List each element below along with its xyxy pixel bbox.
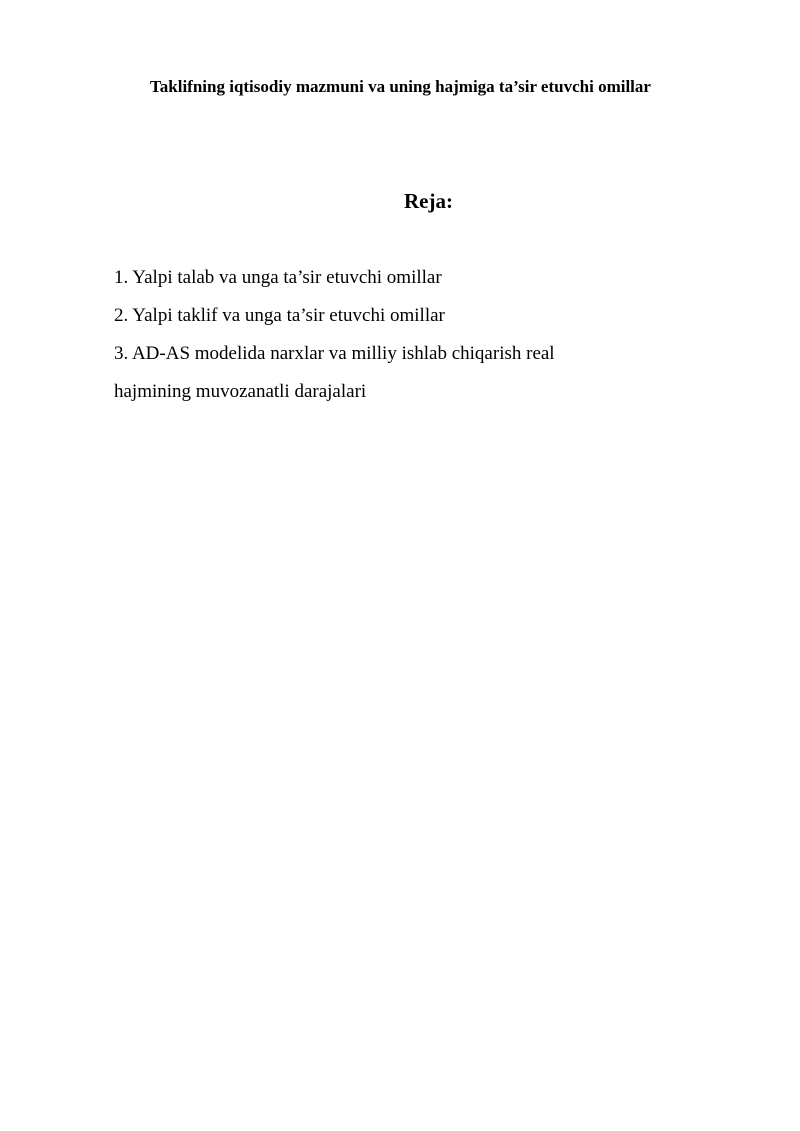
plan-item: 2. Yalpi taklif va unga ta’sir etuvchi omillar <box>114 305 445 326</box>
plan-item: 3. AD-AS modelida narxlar va milliy ishlab chiqarish real hajmining muvozanatli darajalari <box>114 343 555 402</box>
plan-list <box>114 259 674 411</box>
plan-item: 1. Yalpi talab va unga ta’sir etuvchi omillar <box>114 267 442 288</box>
document-title: Taklifning iqtisodiy mazmuni va uning hajmiga ta’sir etuvchi omillar <box>150 77 651 96</box>
plan-heading: Reja: <box>404 189 453 213</box>
